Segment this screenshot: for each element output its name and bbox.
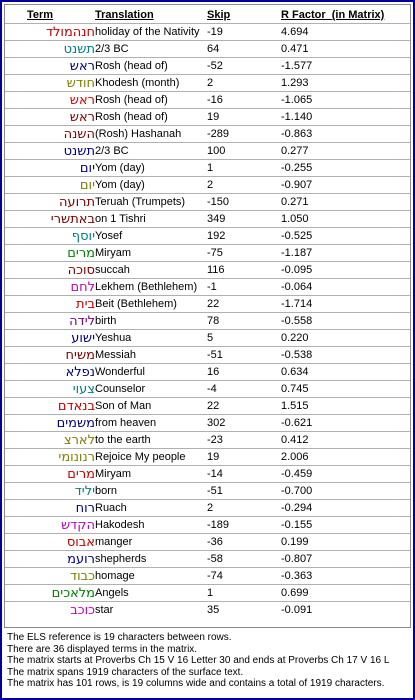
translation-cell: 2/3 BC [95, 145, 129, 157]
r-factor-cell: -1.714 [281, 298, 313, 310]
translation-cell: Angels [95, 587, 129, 599]
r-factor-cell: -0.907 [281, 179, 313, 191]
translation-cell: Counselor [95, 383, 146, 395]
translation-cell: Lekhem (Bethlehem) [95, 281, 198, 293]
table-row [5, 177, 410, 194]
hebrew-term: לחם [70, 280, 95, 295]
r-factor-cell: -0.155 [281, 519, 313, 531]
skip-cell: -36 [207, 536, 223, 548]
skip-cell: 192 [207, 230, 226, 242]
translation-cell: Hakodesh [95, 519, 145, 531]
skip-cell: -289 [207, 128, 230, 140]
table-row [5, 160, 410, 177]
skip-cell: 22 [207, 298, 220, 310]
translation-cell: Miryam [95, 247, 132, 259]
hebrew-term: רוח [75, 501, 95, 516]
hebrew-term: צעוי [72, 382, 95, 397]
skip-cell: 35 [207, 604, 220, 616]
table-row [5, 126, 410, 143]
skip-cell: 5 [207, 332, 214, 344]
translation-cell: manger [95, 536, 133, 548]
header-r-factor-label: R Factor [281, 9, 326, 21]
header-translation: Translation [95, 9, 154, 21]
table-row [5, 483, 410, 500]
hebrew-term: יוסף [71, 229, 95, 244]
skip-cell: 19 [207, 111, 220, 123]
hebrew-term: מרים [67, 467, 95, 482]
r-factor-cell: -0.538 [281, 349, 313, 361]
r-factor-cell: -0.064 [281, 281, 313, 293]
table-row [5, 262, 410, 279]
hebrew-term: ישוע [71, 331, 95, 346]
hebrew-term: יום [79, 161, 95, 176]
footer-line: The matrix has 101 rows, is 19 columns wide and contains a total of 1919 characters. [7, 678, 385, 689]
footer-line: The ELS reference is 19 characters between rows. [7, 632, 232, 643]
summary-footer [7, 632, 411, 690]
skip-cell: 349 [207, 213, 226, 225]
skip-cell: 2 [207, 179, 214, 191]
table-row [5, 330, 410, 347]
translation-cell: Son of Man [95, 400, 152, 412]
hebrew-term: חודש [66, 76, 95, 91]
header-r-factor [281, 7, 401, 24]
skip-cell: 64 [207, 43, 220, 55]
translation-cell: Rejoice My people [95, 451, 186, 463]
skip-cell: -19 [207, 26, 223, 38]
translation-cell: on 1 Tishri [95, 213, 146, 225]
hebrew-term: יליד [74, 484, 95, 499]
r-factor-cell: -1.065 [281, 94, 313, 106]
hebrew-term: באתשרי [50, 212, 95, 227]
r-factor-cell: -0.091 [281, 604, 313, 616]
skip-cell: 2 [207, 502, 214, 514]
r-factor-cell: 2.006 [281, 451, 309, 463]
r-factor-cell: 1.293 [281, 77, 309, 89]
translation-cell: Miryam [95, 468, 132, 480]
hebrew-term: רועמ [67, 552, 95, 567]
r-factor-cell: 0.699 [281, 587, 309, 599]
r-factor-cell: -0.700 [281, 485, 313, 497]
table-row [5, 279, 410, 296]
translation-cell: Khodesh (month) [95, 77, 180, 89]
r-factor-cell: -0.525 [281, 230, 313, 242]
translation-cell: homage [95, 570, 135, 582]
hebrew-term: משמים [56, 416, 95, 431]
header-skip: Skip [207, 9, 231, 21]
hebrew-term: אבוס [66, 535, 95, 550]
skip-cell: 302 [207, 417, 226, 429]
table-row [5, 24, 410, 41]
table-row [5, 313, 410, 330]
table-row [5, 347, 410, 364]
skip-cell: -23 [207, 434, 223, 446]
table-row [5, 585, 410, 602]
hebrew-term: רנונומי [58, 450, 95, 465]
r-factor-cell: 0.634 [281, 366, 309, 378]
translation-cell: Rosh (head of) [95, 94, 168, 106]
skip-cell: 2 [207, 77, 214, 89]
hebrew-term: לארצ [63, 433, 95, 448]
r-factor-cell: 0.220 [281, 332, 309, 344]
r-factor-cell: 0.277 [281, 145, 309, 157]
hebrew-term: מלאכים [51, 586, 95, 601]
table-row [5, 109, 410, 126]
r-factor-cell: -1.140 [281, 111, 313, 123]
hebrew-term: הקדש [60, 518, 95, 533]
hebrew-term: סוכה [67, 263, 95, 278]
table-row [5, 143, 410, 160]
hebrew-term: יום [79, 178, 95, 193]
translation-cell: Ruach [95, 502, 127, 514]
r-factor-cell: 4.694 [281, 26, 309, 38]
hebrew-term: ראש [69, 110, 95, 125]
translation-cell: to the earth [95, 434, 151, 446]
table-row [5, 364, 410, 381]
r-factor-cell: 1.515 [281, 400, 309, 412]
translation-cell: Beit (Bethlehem) [95, 298, 177, 310]
table-row [5, 296, 410, 313]
skip-cell: -75 [207, 247, 223, 259]
hebrew-term: כבוד [69, 569, 95, 584]
table-row [5, 534, 410, 551]
r-factor-cell: 0.471 [281, 43, 309, 55]
translation-cell: Yom (day) [95, 162, 145, 174]
skip-cell: -150 [207, 196, 230, 208]
r-factor-cell: -0.459 [281, 468, 313, 480]
r-factor-cell: 0.199 [281, 536, 309, 548]
hebrew-term: ראש [69, 59, 95, 74]
skip-cell: -52 [207, 60, 223, 72]
skip-cell: -1 [207, 281, 217, 293]
skip-cell: 1 [207, 587, 214, 599]
hebrew-term: תרועה [58, 195, 95, 210]
skip-cell: 116 [207, 264, 225, 276]
table-row [5, 194, 410, 211]
table-row [5, 381, 410, 398]
skip-cell: -51 [207, 485, 223, 497]
translation-cell: from heaven [95, 417, 157, 429]
r-factor-cell: -1.577 [281, 60, 313, 72]
skip-cell: 1 [207, 162, 214, 174]
hebrew-term: תשנט [63, 42, 95, 57]
translation-cell: succah [95, 264, 130, 276]
hebrew-term: כוכב [70, 603, 95, 618]
skip-cell: -51 [207, 349, 223, 361]
table-row [5, 245, 410, 262]
skip-cell: 19 [207, 451, 220, 463]
translation-cell: Rosh (head of) [95, 60, 168, 72]
hebrew-term: ראש [69, 93, 95, 108]
skip-cell: 16 [207, 366, 220, 378]
table-row [5, 228, 410, 245]
table-row [5, 58, 410, 75]
hebrew-term: בנאדם [57, 399, 95, 414]
translation-cell: 2/3 BC [95, 43, 129, 55]
r-factor-cell: -0.807 [281, 553, 313, 565]
table-row [5, 415, 410, 432]
skip-cell: -58 [207, 553, 223, 565]
r-factor-cell: -0.255 [281, 162, 313, 174]
table-header [5, 7, 410, 24]
r-factor-cell: -0.294 [281, 502, 313, 514]
footer-line: There are 36 displayed terms in the matrix. [7, 643, 198, 655]
hebrew-term: משיח [65, 348, 95, 363]
r-factor-cell: 0.745 [281, 383, 309, 395]
translation-cell: Messiah [95, 349, 136, 361]
table-row [5, 398, 410, 415]
r-factor-cell: -0.863 [281, 128, 313, 140]
hebrew-term: חנהמולד [45, 25, 95, 40]
header-in-matrix: (in Matrix) [331, 9, 385, 21]
table-row [5, 92, 410, 109]
translation-cell: born [95, 485, 118, 497]
translation-cell: Yeshua [95, 332, 132, 344]
hebrew-term: השנה [63, 127, 95, 142]
r-factor-cell: -0.558 [281, 315, 313, 327]
table-row [5, 500, 410, 517]
r-factor-cell: 1.050 [281, 213, 309, 225]
skip-cell: -16 [207, 94, 223, 106]
translation-cell: Teruah (Trumpets) [95, 196, 186, 208]
r-factor-cell: 0.271 [281, 196, 309, 208]
header-term: Term [27, 9, 54, 21]
hebrew-term: מרים [67, 246, 95, 261]
table-row [5, 449, 410, 466]
table-row [5, 602, 410, 619]
translation-cell: shepherds [95, 553, 147, 565]
footer-line: The matrix starts at Proverbs Ch 15 V 16 Letter 30 and ends at Proverbs Ch 17 V 16 L [7, 655, 390, 666]
r-factor-cell: -0.095 [281, 264, 313, 276]
hebrew-term: נפלא [65, 365, 95, 380]
table-row [5, 551, 410, 568]
skip-cell: -4 [207, 383, 217, 395]
skip-cell: -74 [207, 570, 223, 582]
translation-cell: Rosh (head of) [95, 111, 168, 123]
table-row [5, 466, 410, 483]
r-factor-cell: -0.621 [281, 417, 313, 429]
hebrew-term: בית [76, 297, 95, 312]
skip-cell: 22 [207, 400, 220, 412]
table-row [5, 517, 410, 534]
translation-cell: star [95, 604, 114, 616]
translation-cell: Yosef [95, 230, 123, 242]
r-factor-cell: -0.363 [281, 570, 313, 582]
translation-cell: Wonderful [95, 366, 145, 378]
skip-cell: -14 [207, 468, 223, 480]
r-factor-cell: -1.187 [281, 247, 313, 259]
translation-cell: birth [95, 315, 117, 327]
translation-cell: holiday of the Nativity [95, 26, 200, 38]
table-row [5, 75, 410, 92]
terms-table [4, 4, 411, 628]
table-row [5, 432, 410, 449]
table-row [5, 211, 410, 228]
hebrew-term: תשנט [63, 144, 95, 159]
hebrew-term: לידה [69, 314, 95, 329]
table-row [5, 568, 410, 585]
skip-cell: 100 [207, 145, 226, 157]
r-factor-cell: 0.412 [281, 434, 309, 446]
table-row [5, 41, 410, 58]
translation-cell: Yom (day) [95, 179, 145, 191]
translation-cell: (Rosh) Hashanah [95, 128, 182, 140]
footer-line: The matrix spans 1919 characters of the surface text. [7, 666, 244, 678]
skip-cell: -189 [207, 519, 230, 531]
skip-cell: 78 [207, 315, 220, 327]
